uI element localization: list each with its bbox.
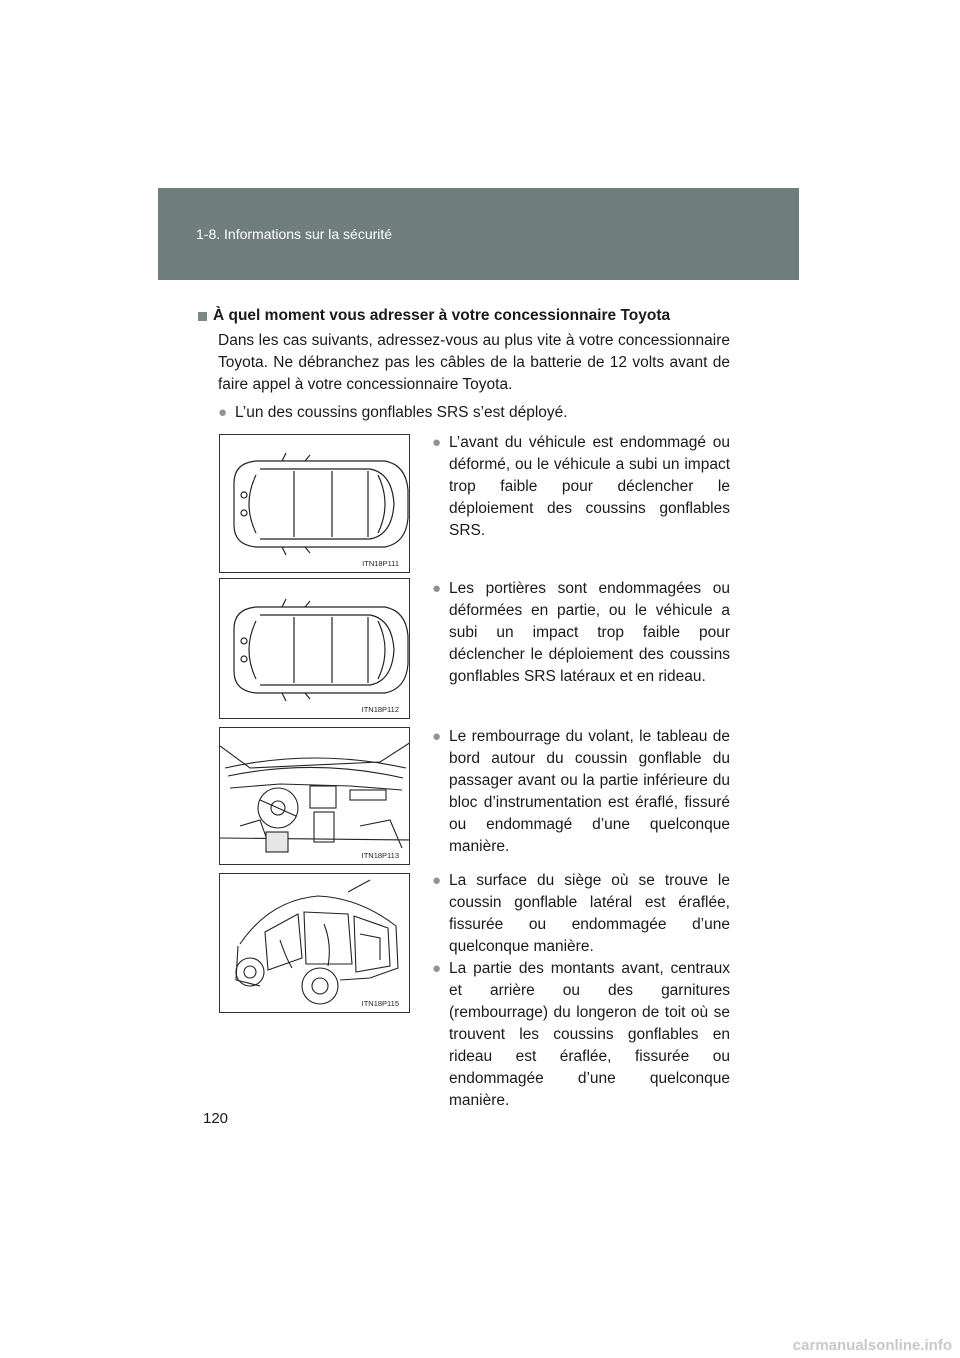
page-number: 120 — [203, 1110, 229, 1127]
figure-interior-side-view — [219, 873, 410, 1013]
watermark: carmanualsonline.info — [792, 1337, 952, 1354]
list-item-text: L’un des coussins gonflables SRS s’est déployé. — [235, 404, 568, 421]
figure-front-top-view — [219, 434, 410, 573]
bullet-icon: ● — [432, 872, 442, 889]
list-item-text: L’avant du véhicule est endommagé ou déformé, ou le véhicule a subi un impact trop faible pour déclencher le déploiement des coussins gonflables SRS. — [449, 434, 730, 539]
figure-dashboard-view — [219, 727, 410, 865]
list-item — [432, 958, 730, 1112]
intro-paragraph: Dans les cas suivants, adressez-vous au plus vite à votre concessionnaire Toyota. Ne débranchez pas les câbles de la batterie de 12 volts avant de faire appel à votre concessionnaire Toyota. — [218, 332, 730, 393]
bullet-icon: ● — [218, 404, 228, 421]
car-interior-illustration — [220, 874, 410, 1013]
section-heading-text: À quel moment vous adresser à votre concessionnaire Toyota — [213, 307, 671, 324]
list-item-text: Les portières sont endommagées ou déformées en partie, ou le véhicule a subi un impact trop faible pour déclencher le déploiement des coussins gonflables SRS latéraux et en rideau. — [449, 580, 730, 685]
list-item-text: La surface du siège où se trouve le coussin gonflable latéral est éraflée, fissurée ou endommagée d’une quelconque manière. — [449, 872, 730, 955]
list-item — [432, 870, 730, 958]
list-item — [432, 432, 730, 542]
section-title: 1-8. Informations sur la sécurité — [196, 226, 393, 242]
bullet-icon: ● — [432, 434, 442, 451]
list-item — [432, 578, 730, 688]
figure-code: ITN18P111 — [362, 559, 399, 568]
figure-code: ITN18P112 — [361, 705, 399, 714]
list-item — [432, 726, 730, 858]
dashboard-illustration — [220, 728, 410, 865]
square-bullet-icon — [198, 312, 207, 321]
list-item-text: Le rembourrage du volant, le tableau de bord autour du coussin gonflable du passager avant ou la partie inférieure du bloc d’instrumentation est éraflé, fissuré ou endommagé d’une quelconque manière. — [449, 728, 730, 855]
car-top-view-illustration — [220, 435, 410, 573]
section-heading — [198, 307, 738, 325]
list-item — [218, 402, 733, 424]
list-item-text: La partie des montants avant, centraux et arrière ou des garnitures (rembourrage) du longeron de toit où se trouvent les coussins gonflables en rideau est éraflée, fissurée ou endommagée d’une quelconque manière. — [449, 960, 730, 1109]
figure-code: ITN18P113 — [361, 851, 399, 860]
section-header-band — [158, 188, 799, 280]
car-top-view-illustration — [220, 579, 410, 719]
figure-code: ITN18P115 — [361, 999, 399, 1008]
bullet-icon: ● — [432, 728, 442, 745]
bullet-icon: ● — [432, 580, 442, 597]
bullet-icon: ● — [432, 960, 442, 977]
figure-side-top-view — [219, 578, 410, 719]
